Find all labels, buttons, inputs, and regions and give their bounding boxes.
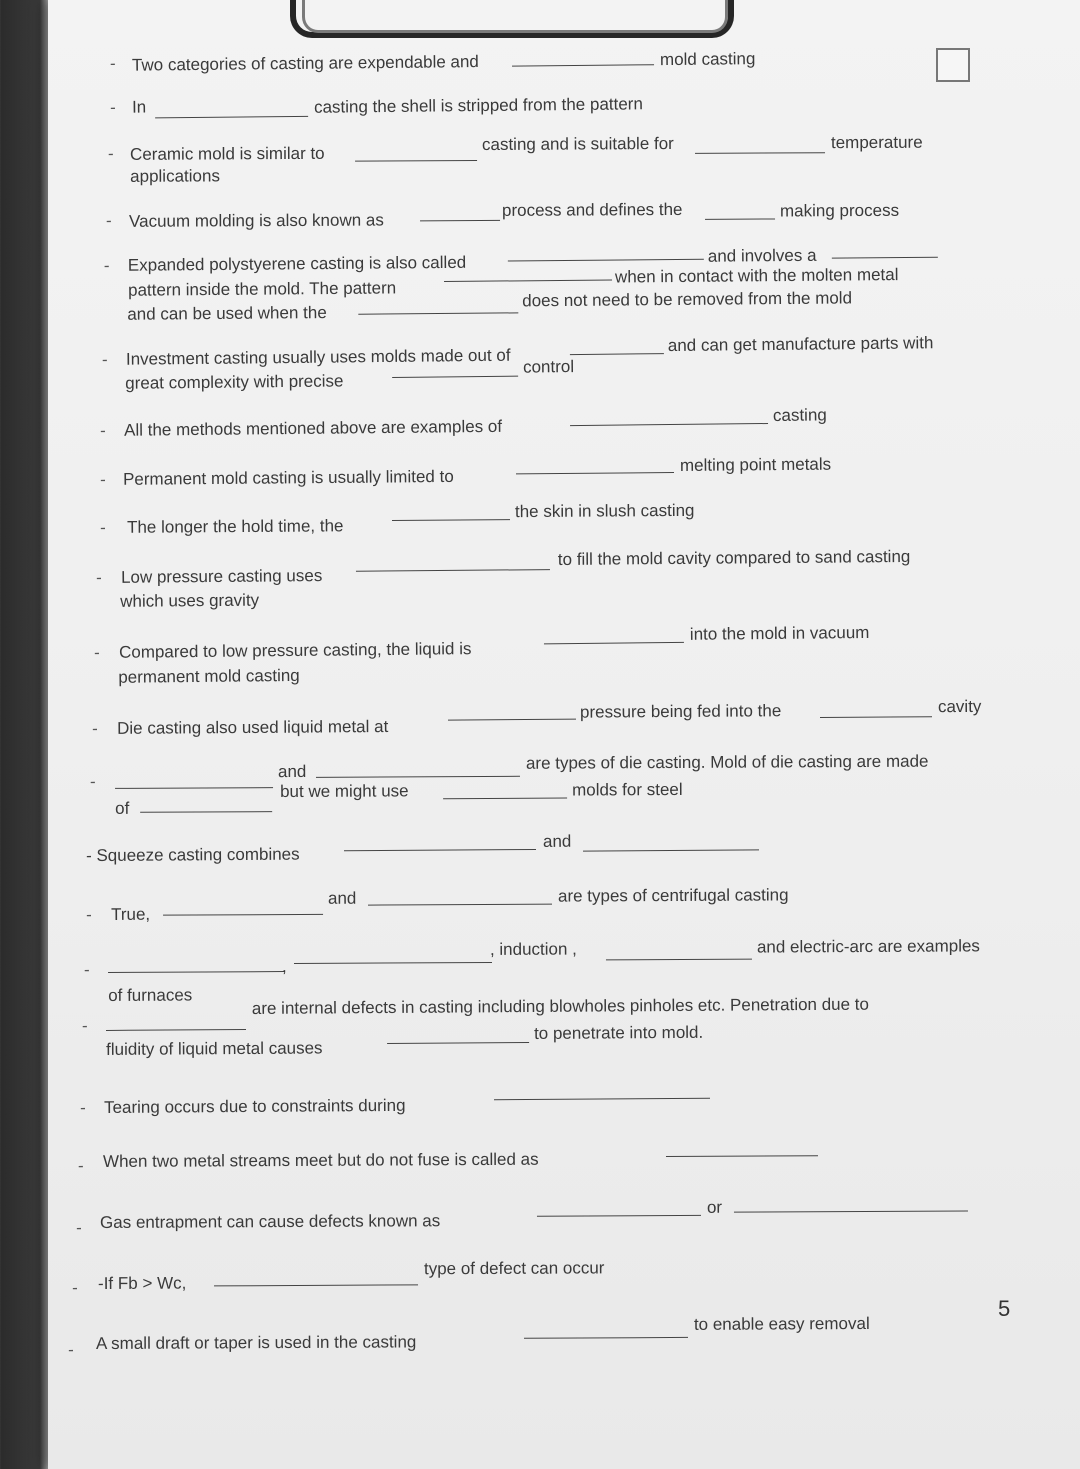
question-text: casting <box>772 405 827 425</box>
question-text: melting point metals <box>679 454 832 475</box>
question-text: molds for steel <box>572 779 683 800</box>
question-text: and can be used when the <box>127 303 327 324</box>
bullet-dash: - <box>68 1340 74 1360</box>
bullet-dash: - <box>79 1098 86 1118</box>
question-text: permanent mold casting <box>118 665 300 687</box>
question-text: control <box>522 357 575 377</box>
bullet-dash: - <box>109 97 116 117</box>
question-text: Expanded polystyerene casting is also called <box>127 252 467 275</box>
question-text: are types of centrifugal casting <box>557 885 789 906</box>
question-text: Ceramic mold is similar to <box>129 143 325 164</box>
question-text: and electric-arc are examples <box>756 936 980 957</box>
bullet-dash: - <box>75 1218 82 1238</box>
question-text: of <box>115 798 130 818</box>
question-text: True, <box>110 904 151 924</box>
question-text: casting and is suitable for <box>481 133 674 154</box>
question-text: The longer the hold time, the <box>126 516 344 537</box>
question-text: Vacuum molding is also known as <box>128 210 384 231</box>
question-text: great complexity with precise <box>125 371 344 393</box>
bullet-dash: - <box>107 143 114 163</box>
question-text: mold casting <box>659 49 756 70</box>
bullet-dash: - <box>103 255 110 275</box>
question-text: Compared to low pressure casting, the liquid is <box>118 639 472 662</box>
question-text: process and defines the <box>501 199 683 220</box>
bullet-dash: - <box>109 53 116 73</box>
question-text: Permanent mold casting is usually limited to <box>122 466 454 489</box>
question-text: the skin in slush casting <box>514 500 695 522</box>
question-text: temperature <box>830 132 923 153</box>
question-text: - Squeeze casting combines <box>85 844 300 866</box>
question-text: casting the shell is stripped from the pattern <box>313 94 643 117</box>
question-text: In <box>131 97 147 117</box>
bullet-dash: - <box>77 1156 84 1176</box>
question-text: Die casting also used liquid metal at <box>116 716 389 738</box>
question-text: applications <box>130 166 220 186</box>
question-text: type of defect can occur <box>423 1258 605 1279</box>
question-text: are internal defects in casting including blowholes pinholes etc. Penetration due to <box>251 994 870 1018</box>
bullet-dash: - <box>83 960 90 980</box>
question-text: and <box>542 831 572 851</box>
bullet-dash: - <box>89 772 96 792</box>
question-text: to fill the mold cavity compared to sand casting <box>557 546 911 570</box>
question-text: and <box>327 888 357 908</box>
bullet-dash: - <box>71 1278 78 1298</box>
bullet-dash: - <box>81 1016 88 1036</box>
bullet-dash: - <box>105 210 112 230</box>
question-text: pattern inside the mold. The pattern <box>128 278 397 300</box>
question-text: making process <box>779 200 900 221</box>
question-text: cavity <box>937 696 982 717</box>
question-text: pressure being fed into the <box>579 701 782 722</box>
question-text: Tearing occurs due to constraints during <box>103 1095 406 1117</box>
question-text: are types of die casting. Mold of die casting are made <box>525 751 929 773</box>
question-text: to enable easy removal <box>693 1313 870 1334</box>
question-text: All the methods mentioned above are examples of <box>123 416 503 440</box>
bullet-dash: - <box>93 643 100 663</box>
question-text: Low pressure casting uses <box>120 566 323 587</box>
question-text: fluidity of liquid metal causes <box>106 1038 323 1059</box>
question-text: and <box>277 761 307 782</box>
question-text: of furnaces <box>108 985 193 1005</box>
bullet-dash: - <box>95 567 102 588</box>
question-text: but we might use <box>280 781 409 802</box>
question-text: to penetrate into mold. <box>533 1022 704 1043</box>
question-text: Investment casting usually uses molds made out of <box>125 345 511 369</box>
page-number: 5 <box>998 1296 1011 1321</box>
bullet-dash: - <box>91 719 98 739</box>
bullet-dash: - <box>101 349 108 369</box>
bullet-dash: - <box>86 905 92 925</box>
question-text: into the mold in vacuum <box>689 622 870 644</box>
question-text: does not need to be removed from the mold <box>522 288 853 311</box>
question-text: , <box>281 957 287 977</box>
question-text: Gas entrapment can cause defects known as <box>99 1211 441 1232</box>
question-text: and involves a <box>707 245 817 266</box>
clipboard-clip-inner <box>302 0 728 33</box>
question-text: , induction , <box>489 939 577 959</box>
question-text: and can get manufacture parts with <box>667 333 934 356</box>
question-text: which uses gravity <box>120 590 260 611</box>
question-text: When two metal streams meet but do not fuse is called as <box>102 1149 539 1171</box>
question-text: Two categories of casting are expendable and <box>131 52 479 75</box>
answer-checkbox[interactable] <box>936 48 970 82</box>
question-text: or <box>706 1197 723 1217</box>
bullet-dash: - <box>99 517 106 537</box>
question-text: when in contact with the molten metal <box>614 265 899 287</box>
question-text: -If Fb > Wc, <box>97 1273 187 1294</box>
bullet-dash: - <box>99 420 106 440</box>
question-text: A small draft or taper is used in the casting <box>95 1332 417 1354</box>
bullet-dash: - <box>99 469 106 489</box>
